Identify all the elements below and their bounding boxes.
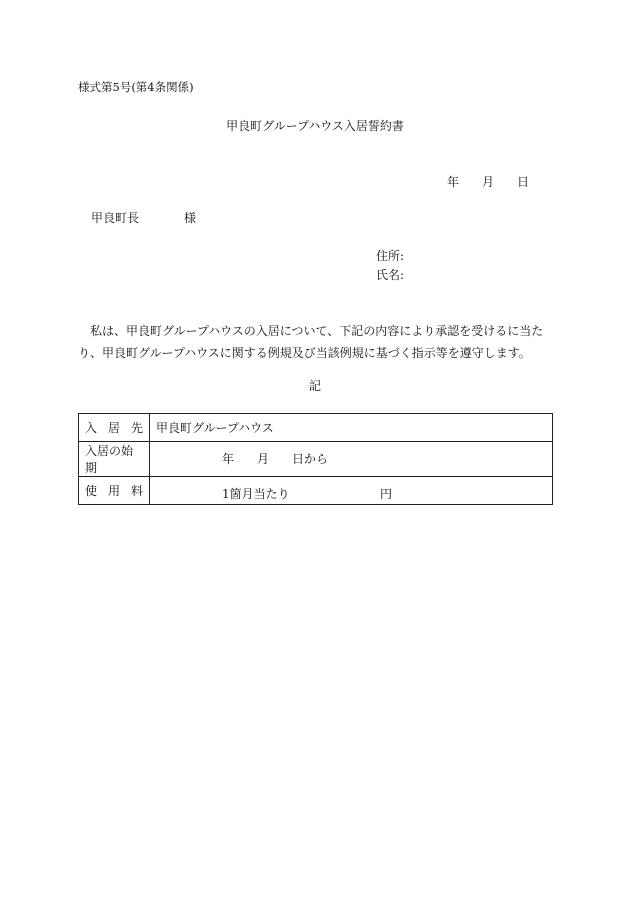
usage-fee-label: 使 用 料 xyxy=(79,477,150,505)
usage-fee-value: 1箇月当たり 円 xyxy=(150,477,553,505)
table-row-residence xyxy=(79,414,553,442)
start-date-value: 年 月 日から xyxy=(150,442,553,477)
residence-label: 入 居 先 xyxy=(79,414,150,442)
addressee-honorific: 様 xyxy=(184,211,197,225)
document-title: 甲良町グループハウス入居誓約書 xyxy=(226,119,404,133)
date-month-label: 月 xyxy=(482,175,495,189)
address-label: 住所: xyxy=(376,249,405,263)
residence-value: 甲良町グループハウス xyxy=(150,414,553,442)
table-row-usage-fee xyxy=(79,477,553,505)
addressee-name: 甲良町長 xyxy=(91,211,140,225)
details-table xyxy=(78,413,553,505)
name-label: 氏名: xyxy=(376,268,405,282)
date-day-label: 日 xyxy=(517,175,530,189)
date-year-label: 年 xyxy=(447,175,460,189)
form-number: 様式第5号(第4条関係) xyxy=(78,80,194,94)
pledge-body-text: 私は、甲良町グループハウスの入居について、下記の内容により承認を受けるに当たり、甲良町グループハウスに関する例規及び当該例規に基づく指示等を遵守します。 xyxy=(78,324,544,360)
start-date-label: 入居の始期 xyxy=(79,442,150,477)
table-row-start-date xyxy=(79,442,553,477)
note-heading: 記 xyxy=(308,379,321,393)
